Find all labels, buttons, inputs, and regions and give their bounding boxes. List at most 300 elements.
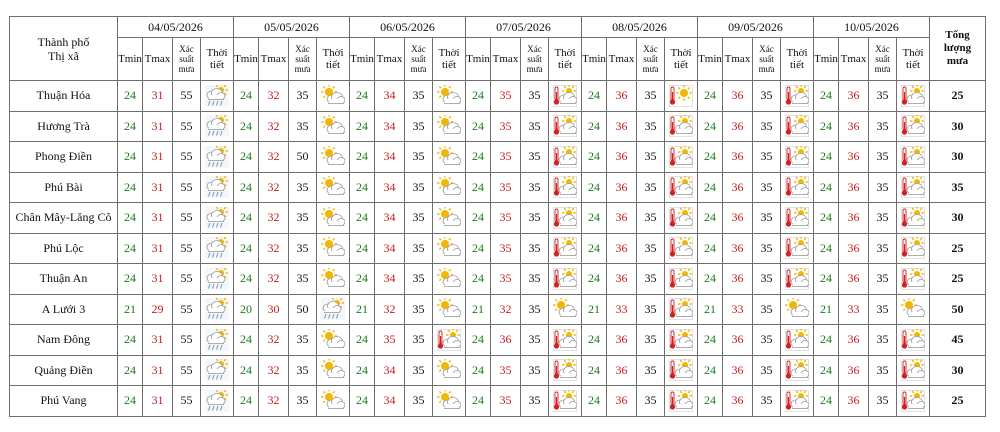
sun-cloud-icon: [901, 298, 925, 320]
rain-probability-value: 35: [637, 111, 665, 142]
tmin-value: 20: [234, 294, 259, 325]
tmin-value: 24: [698, 233, 723, 264]
date-header: 07/05/2026: [466, 17, 582, 38]
tmin-value: 24: [466, 81, 491, 112]
rain-probability-value: 55: [173, 81, 201, 112]
hot-cloud-icon: [785, 146, 809, 168]
hot-cloud-icon: [901, 237, 925, 259]
rain-probability-value: 35: [289, 325, 317, 356]
hot-cloud-icon: [901, 176, 925, 198]
table-row: [10, 264, 986, 295]
tmin-value: 24: [698, 172, 723, 203]
tmax-value: 31: [143, 325, 173, 356]
weather-icon-cell: [665, 172, 698, 203]
tmin-value: 24: [582, 111, 607, 142]
location-name: Nam Đông: [10, 325, 118, 356]
weather-icon-cell: [433, 142, 466, 173]
tmax-value: 36: [723, 264, 753, 295]
tmax-value: 31: [143, 386, 173, 417]
weather-icon-cell: [897, 111, 930, 142]
weather-icon-cell: [665, 264, 698, 295]
tmin-value: 24: [582, 355, 607, 386]
table-row: [10, 355, 986, 386]
rain-probability-value: 35: [521, 142, 549, 173]
location-name: Phong Điền: [10, 142, 118, 173]
tmin-value: 24: [350, 264, 375, 295]
sun-cloud-icon: [321, 359, 345, 381]
tmin-value: 24: [814, 111, 839, 142]
tmax-value: 36: [607, 355, 637, 386]
rain-icon: [205, 207, 229, 229]
tmax-value: 34: [375, 355, 405, 386]
tmin-header: Tmin: [814, 38, 839, 81]
tmax-value: 34: [375, 203, 405, 234]
weather-icon-cell: [549, 233, 582, 264]
weather-icon-cell: [549, 325, 582, 356]
tmin-value: 24: [118, 81, 143, 112]
hot-cloud-icon: [669, 329, 693, 351]
tmin-value: 24: [814, 386, 839, 417]
tmin-value: 24: [234, 111, 259, 142]
tmin-value: 24: [234, 325, 259, 356]
location-name: A Lưới 3: [10, 294, 118, 325]
tmin-value: 24: [350, 355, 375, 386]
rain-probability-value: 35: [405, 142, 433, 173]
weather-icon-cell: [897, 172, 930, 203]
hot-cloud-icon: [553, 146, 577, 168]
weather-icon-cell: [549, 203, 582, 234]
weather-icon-cell: [433, 325, 466, 356]
tmax-value: 31: [143, 172, 173, 203]
location-name: Thuận Hóa: [10, 81, 118, 112]
rain-probability-value: 35: [753, 264, 781, 295]
table-row: [10, 142, 986, 173]
rain-probability-value: 35: [637, 355, 665, 386]
tmin-value: 24: [814, 81, 839, 112]
rain-probability-header: Xác suất mưa: [753, 38, 781, 81]
tmin-value: 24: [118, 142, 143, 173]
rain-probability-value: 50: [289, 294, 317, 325]
tmax-value: 32: [259, 325, 289, 356]
rain-icon: [205, 85, 229, 107]
tmax-value: 29: [143, 294, 173, 325]
rain-probability-value: 35: [753, 325, 781, 356]
tmin-value: 24: [350, 203, 375, 234]
tmax-value: 32: [491, 294, 521, 325]
tmin-value: 24: [234, 233, 259, 264]
forecast-table: [9, 16, 986, 417]
rain-probability-value: 35: [289, 264, 317, 295]
rain-probability-value: 35: [289, 111, 317, 142]
tmin-header: Tmin: [350, 38, 375, 81]
rain-probability-value: 35: [405, 233, 433, 264]
rain-probability-value: 35: [289, 172, 317, 203]
rain-icon: [205, 176, 229, 198]
weather-icon-cell: [781, 81, 814, 112]
location-name: Quảng Điền: [10, 355, 118, 386]
date-header: 10/05/2026: [814, 17, 930, 38]
weather-icon-cell: [897, 203, 930, 234]
rain-probability-header: Xác suất mưa: [289, 38, 317, 81]
hot-cloud-icon: [669, 207, 693, 229]
hot-cloud-icon: [901, 146, 925, 168]
weather-header: Thời tiết: [549, 38, 582, 81]
date-header: 08/05/2026: [582, 17, 698, 38]
rain-probability-value: 35: [869, 325, 897, 356]
tmax-value: 36: [723, 203, 753, 234]
location-name: Phú Vang: [10, 386, 118, 417]
weather-icon-cell: [201, 142, 234, 173]
hot-cloud-icon: [785, 359, 809, 381]
hot-cloud-icon: [901, 85, 925, 107]
weather-icon-cell: [665, 355, 698, 386]
hot-cloud-icon: [901, 115, 925, 137]
tmax-value: 36: [607, 172, 637, 203]
rain-probability-value: 35: [289, 81, 317, 112]
tmax-value: 32: [259, 386, 289, 417]
tmax-value: 36: [839, 142, 869, 173]
rain-probability-value: 55: [173, 142, 201, 173]
tmax-value: 31: [143, 203, 173, 234]
rain-probability-value: 35: [869, 294, 897, 325]
weather-icon-cell: [317, 355, 350, 386]
tmax-value: 36: [723, 142, 753, 173]
tmax-value: 35: [491, 386, 521, 417]
hot-cloud-icon: [553, 237, 577, 259]
weather-header: Thời tiết: [433, 38, 466, 81]
tmax-value: 36: [723, 172, 753, 203]
location-name: Hương Trà: [10, 111, 118, 142]
rain-probability-value: 35: [637, 142, 665, 173]
tmax-header: Tmax: [723, 38, 753, 81]
rain-probability-value: 35: [637, 294, 665, 325]
rain-probability-value: 35: [521, 111, 549, 142]
tmax-value: 34: [375, 81, 405, 112]
tmax-value: 36: [839, 355, 869, 386]
tmin-value: 24: [814, 264, 839, 295]
rain-probability-value: 35: [405, 172, 433, 203]
tmax-value: 32: [259, 81, 289, 112]
weather-icon-cell: [897, 325, 930, 356]
weather-icon-cell: [897, 233, 930, 264]
forecast-table-wrapper: [9, 16, 986, 417]
tmax-value: 36: [723, 325, 753, 356]
tmax-header: Tmax: [375, 38, 405, 81]
tmin-value: 21: [350, 294, 375, 325]
sun-cloud-icon: [321, 85, 345, 107]
tmin-value: 21: [582, 294, 607, 325]
tmax-value: 36: [607, 386, 637, 417]
rain-probability-value: 35: [405, 355, 433, 386]
tmax-header: Tmax: [491, 38, 521, 81]
weather-icon-cell: [317, 111, 350, 142]
rain-probability-value: 55: [173, 294, 201, 325]
sun-cloud-icon: [437, 207, 461, 229]
location-column-header: Thành phố Thị xã: [10, 17, 118, 81]
sun-cloud-icon: [437, 237, 461, 259]
weather-icon-cell: [201, 325, 234, 356]
tmax-value: 36: [723, 81, 753, 112]
tmin-value: 24: [814, 172, 839, 203]
tmin-value: 24: [118, 172, 143, 203]
total-rain-value: 30: [930, 111, 986, 142]
table-row: [10, 172, 986, 203]
tmin-value: 24: [350, 233, 375, 264]
hot-cloud-icon: [669, 268, 693, 290]
weather-icon-cell: [433, 386, 466, 417]
tmax-value: 36: [839, 172, 869, 203]
weather-icon-cell: [201, 203, 234, 234]
weather-icon-cell: [317, 172, 350, 203]
rain-probability-value: 35: [753, 386, 781, 417]
sun-cloud-icon: [321, 268, 345, 290]
tmax-value: 36: [839, 264, 869, 295]
weather-icon-cell: [433, 111, 466, 142]
weather-icon-cell: [201, 81, 234, 112]
hot-cloud-icon: [785, 176, 809, 198]
rain-probability-value: 35: [869, 172, 897, 203]
rain-probability-value: 55: [173, 233, 201, 264]
rain-probability-value: 35: [753, 142, 781, 173]
hot-cloud-icon: [785, 207, 809, 229]
tmin-value: 24: [698, 386, 723, 417]
rain-icon: [205, 115, 229, 137]
total-rain-value: 25: [930, 386, 986, 417]
tmax-value: 34: [375, 142, 405, 173]
hot-icon: [669, 85, 693, 107]
tmax-value: 34: [375, 111, 405, 142]
tmax-header: Tmax: [259, 38, 289, 81]
weather-icon-cell: [781, 203, 814, 234]
weather-icon-cell: [665, 111, 698, 142]
tmin-value: 24: [234, 81, 259, 112]
sun-cloud-icon: [437, 268, 461, 290]
tmin-header: Tmin: [466, 38, 491, 81]
weather-icon-cell: [317, 264, 350, 295]
weather-header: Thời tiết: [781, 38, 814, 81]
total-rain-value: 35: [930, 172, 986, 203]
rain-probability-value: 35: [753, 233, 781, 264]
tmin-value: 24: [350, 386, 375, 417]
rain-probability-value: 55: [173, 264, 201, 295]
tmax-value: 36: [607, 233, 637, 264]
rain-probability-header: Xác suất mưa: [637, 38, 665, 81]
total-rain-value: 50: [930, 294, 986, 325]
tmin-value: 24: [234, 264, 259, 295]
tmin-value: 24: [698, 355, 723, 386]
hot-cloud-icon: [437, 329, 461, 351]
rain-probability-value: 35: [521, 203, 549, 234]
tmin-value: 24: [582, 386, 607, 417]
total-rain-value: 25: [930, 233, 986, 264]
tmin-value: 24: [234, 386, 259, 417]
tmin-value: 24: [814, 203, 839, 234]
weather-icon-cell: [433, 264, 466, 295]
tmin-value: 24: [466, 142, 491, 173]
weather-icon-cell: [549, 386, 582, 417]
tmin-value: 24: [350, 111, 375, 142]
rain-probability-value: 50: [289, 142, 317, 173]
rain-icon: [205, 237, 229, 259]
tmax-value: 36: [723, 355, 753, 386]
tmax-value: 35: [491, 264, 521, 295]
rain-probability-value: 35: [637, 203, 665, 234]
weather-icon-cell: [549, 355, 582, 386]
tmax-value: 33: [839, 294, 869, 325]
hot-cloud-icon: [901, 268, 925, 290]
weather-icon-cell: [781, 294, 814, 325]
sun-cloud-icon: [321, 115, 345, 137]
hot-cloud-icon: [553, 115, 577, 137]
weather-icon-cell: [781, 264, 814, 295]
rain-probability-value: 55: [173, 386, 201, 417]
tmin-value: 24: [350, 172, 375, 203]
weather-icon-cell: [549, 111, 582, 142]
weather-icon-cell: [549, 142, 582, 173]
tmax-value: 32: [259, 203, 289, 234]
sun-cloud-icon: [321, 390, 345, 412]
hot-cloud-icon: [669, 176, 693, 198]
weather-icon-cell: [201, 172, 234, 203]
weather-icon-cell: [665, 81, 698, 112]
tmax-value: 35: [375, 325, 405, 356]
tmax-value: 33: [723, 294, 753, 325]
weather-icon-cell: [781, 325, 814, 356]
sun-cloud-icon: [321, 146, 345, 168]
rain-probability-value: 35: [521, 386, 549, 417]
rain-probability-value: 35: [289, 233, 317, 264]
total-rain-value: 30: [930, 355, 986, 386]
sun-cloud-icon: [321, 207, 345, 229]
sun-cloud-icon: [321, 237, 345, 259]
sun-cloud-icon: [553, 298, 577, 320]
rain-probability-value: 35: [405, 81, 433, 112]
hot-cloud-icon: [669, 390, 693, 412]
rain-probability-value: 35: [637, 233, 665, 264]
rain-probability-value: 35: [637, 325, 665, 356]
tmin-value: 21: [118, 294, 143, 325]
tmax-value: 35: [491, 172, 521, 203]
weather-icon-cell: [781, 233, 814, 264]
tmax-header: Tmax: [143, 38, 173, 81]
hot-cloud-icon: [785, 237, 809, 259]
rain-probability-value: 35: [869, 355, 897, 386]
weather-header: Thời tiết: [201, 38, 234, 81]
tmax-value: 31: [143, 111, 173, 142]
rain-probability-value: 55: [173, 203, 201, 234]
rain-probability-value: 55: [173, 172, 201, 203]
tmin-value: 24: [582, 81, 607, 112]
rain-probability-value: 35: [521, 264, 549, 295]
weather-icon-cell: [781, 111, 814, 142]
tmax-value: 36: [839, 81, 869, 112]
tmax-value: 36: [839, 233, 869, 264]
tmax-value: 36: [607, 142, 637, 173]
tmax-value: 32: [259, 355, 289, 386]
weather-icon-cell: [897, 355, 930, 386]
rain-probability-value: 35: [753, 81, 781, 112]
rain-probability-value: 35: [869, 142, 897, 173]
tmax-value: 32: [259, 233, 289, 264]
weather-icon-cell: [433, 355, 466, 386]
total-rain-value: 25: [930, 264, 986, 295]
weather-icon-cell: [897, 264, 930, 295]
weather-icon-cell: [897, 81, 930, 112]
weather-header: Thời tiết: [317, 38, 350, 81]
rain-probability-header: Xác suất mưa: [869, 38, 897, 81]
tmin-value: 24: [466, 325, 491, 356]
sun-cloud-icon: [437, 146, 461, 168]
tmax-value: 32: [259, 111, 289, 142]
rain-probability-value: 35: [753, 294, 781, 325]
rain-probability-value: 35: [405, 386, 433, 417]
total-rain-value: 45: [930, 325, 986, 356]
tmax-value: 31: [143, 264, 173, 295]
weather-icon-cell: [897, 386, 930, 417]
hot-cloud-icon: [669, 298, 693, 320]
rain-probability-header: Xác suất mưa: [173, 38, 201, 81]
rain-probability-value: 35: [753, 203, 781, 234]
weather-icon-cell: [781, 142, 814, 173]
tmin-value: 24: [350, 142, 375, 173]
tmax-value: 36: [839, 386, 869, 417]
weather-icon-cell: [781, 172, 814, 203]
table-row: [10, 233, 986, 264]
date-header: 05/05/2026: [234, 17, 350, 38]
tmin-value: 24: [350, 81, 375, 112]
location-name: Phú Bài: [10, 172, 118, 203]
rain-probability-value: 35: [521, 172, 549, 203]
tmax-value: 36: [723, 233, 753, 264]
rain-probability-value: 35: [289, 386, 317, 417]
tmin-value: 24: [466, 172, 491, 203]
tmax-value: 36: [491, 325, 521, 356]
weather-icon-cell: [433, 233, 466, 264]
weather-icon-cell: [665, 142, 698, 173]
hot-cloud-icon: [901, 329, 925, 351]
tmax-value: 33: [607, 294, 637, 325]
location-name: Phú Lộc: [10, 233, 118, 264]
tmin-value: 24: [582, 264, 607, 295]
hot-cloud-icon: [785, 390, 809, 412]
tmin-value: 24: [118, 233, 143, 264]
tmax-value: 36: [607, 111, 637, 142]
rain-probability-header: Xác suất mưa: [521, 38, 549, 81]
tmax-value: 31: [143, 142, 173, 173]
hot-cloud-icon: [553, 390, 577, 412]
weather-icon-cell: [317, 203, 350, 234]
hot-cloud-icon: [901, 359, 925, 381]
tmax-value: 36: [607, 264, 637, 295]
tmax-value: 35: [491, 81, 521, 112]
weather-icon-cell: [201, 386, 234, 417]
hot-cloud-icon: [553, 207, 577, 229]
rain-probability-value: 35: [405, 294, 433, 325]
weather-icon-cell: [549, 294, 582, 325]
weather-icon-cell: [665, 203, 698, 234]
rain-probability-value: 35: [753, 355, 781, 386]
tmax-value: 31: [143, 81, 173, 112]
rain-probability-value: 35: [869, 386, 897, 417]
tmin-header: Tmin: [582, 38, 607, 81]
rain-probability-value: 55: [173, 325, 201, 356]
weather-icon-cell: [317, 294, 350, 325]
tmax-header: Tmax: [839, 38, 869, 81]
rain-icon: [205, 390, 229, 412]
rain-probability-value: 35: [869, 111, 897, 142]
weather-icon-cell: [665, 294, 698, 325]
rain-probability-value: 35: [869, 81, 897, 112]
